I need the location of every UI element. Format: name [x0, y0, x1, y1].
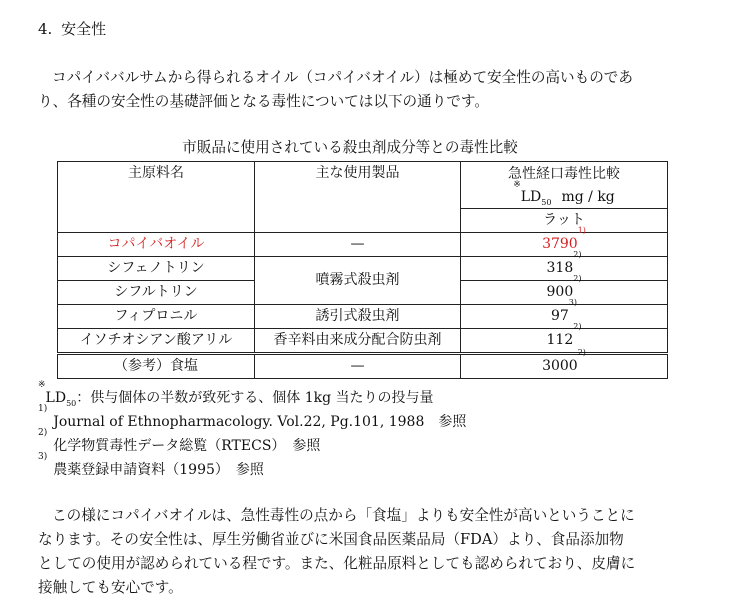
ref-mark: 2) [573, 274, 582, 283]
header-toxicity-label: 急性経口毒性比較 [508, 166, 620, 182]
cell-ingredient: イソチオシアン酸アリル [58, 329, 255, 354]
intro-paragraph [38, 66, 698, 114]
cell-ld50 [461, 348, 668, 379]
footnote-mark: 2) [38, 428, 48, 438]
footnote-text: 農薬登録申請資料（1995） 参照 [53, 462, 264, 478]
table-row-reference [58, 354, 668, 379]
cell-ld50 [461, 226, 668, 257]
ld50-value: 3000 [542, 358, 578, 374]
footnote-mark: 3) [38, 452, 48, 462]
ld-prefix: LD [45, 390, 67, 406]
footnotes [38, 380, 698, 482]
ld-unit: mg / kg [561, 189, 615, 205]
table-header-row [58, 162, 668, 209]
ld-sub: 50 [541, 197, 552, 207]
toxicity-comparison-table [57, 161, 668, 379]
cell-ingredient: コパイバオイル [58, 233, 255, 257]
header-ld50-unit [461, 180, 667, 208]
footnote-ref-3 [38, 452, 698, 482]
conclusion-line: なります。その安全性は、厚生労働省並びに米国食品医薬品局（FDA）より、食品添加物 [38, 531, 624, 548]
table-row [58, 329, 668, 354]
intro-line: コパイババルサムから得られるオイル（コパイバオイル）は極めて安全性の高いものであ [52, 69, 633, 86]
ld50-value: 900 [546, 284, 574, 300]
cell-ingredient: （参考）食塩 [58, 354, 255, 379]
ld50-value: 318 [546, 260, 574, 276]
ld50-value: 3790 [542, 236, 578, 252]
ld-prefix: LD [520, 189, 542, 205]
ref-mark: 3) [568, 298, 578, 307]
cell-ld50 [461, 250, 668, 281]
conclusion-line: この様にコパイバオイルは、急性毒性の点から「食塩」よりも安全性が高いということに [52, 507, 635, 524]
conclusion-line: としての使用が認められている程です。また、化粧品原料としても認められており、皮膚に [38, 555, 636, 572]
cell-product: 香辛料由来成分配合防虫剤 [255, 329, 461, 354]
header-ingredient: 主原料名 [58, 162, 255, 233]
ld50-value: 97 [550, 308, 569, 324]
ref-mark: 2) [573, 250, 582, 259]
asterisk-mark: ※ [38, 380, 46, 390]
section-heading [38, 18, 106, 40]
cell-product: — [255, 233, 461, 257]
ref-mark: 2) [577, 348, 586, 357]
conclusion-line: 接触しても安心です。 [38, 579, 183, 596]
footnote-text: 化学物質毒性データ総覧（RTECS） 参照 [53, 438, 321, 454]
cell-ingredient: シフルトリン [58, 281, 255, 305]
ld50-value: 112 [546, 332, 574, 348]
ref-mark: 2) [573, 322, 582, 331]
cell-ingredient: フィプロニル [58, 305, 255, 329]
cell-product: 噴霧式殺虫剤 [255, 257, 461, 305]
section-title: 安全性 [61, 20, 107, 38]
cell-ld50 [461, 298, 668, 329]
footnote-text: Journal of Ethnopharmacology. Vol.22, Pg.101, 1988 参照 [53, 414, 467, 430]
ref-mark: 1) [577, 226, 586, 235]
footnote-ref-1 [38, 404, 698, 434]
table-caption: 市販品に使用されている殺虫剤成分等との毒性比較 [182, 139, 518, 156]
cell-ingredient: シフェノトリン [58, 257, 255, 281]
header-toxicity [461, 162, 668, 209]
cell-ld50 [461, 322, 668, 354]
header-species: ラット [461, 209, 668, 233]
cell-ld50 [461, 274, 668, 305]
section-number: 4. [38, 20, 53, 38]
conclusion-paragraph [38, 504, 698, 600]
footnote-ref-2 [38, 428, 698, 458]
ld-sub: 50 [66, 398, 77, 408]
cell-product: 誘引式殺虫剤 [255, 305, 461, 329]
cell-product: — [255, 354, 461, 379]
footnote-text: ：供与個体の半数が致死する、個体 1kg 当たりの投与量 [76, 390, 434, 406]
footnote-mark: 1) [38, 404, 48, 414]
footnote-ld50 [38, 380, 698, 410]
header-product: 主な使用製品 [255, 162, 461, 233]
asterisk-mark: ※ [513, 180, 521, 190]
intro-line: り、各種の安全性の基礎評価となる毒性については以下の通りです。 [38, 93, 489, 110]
